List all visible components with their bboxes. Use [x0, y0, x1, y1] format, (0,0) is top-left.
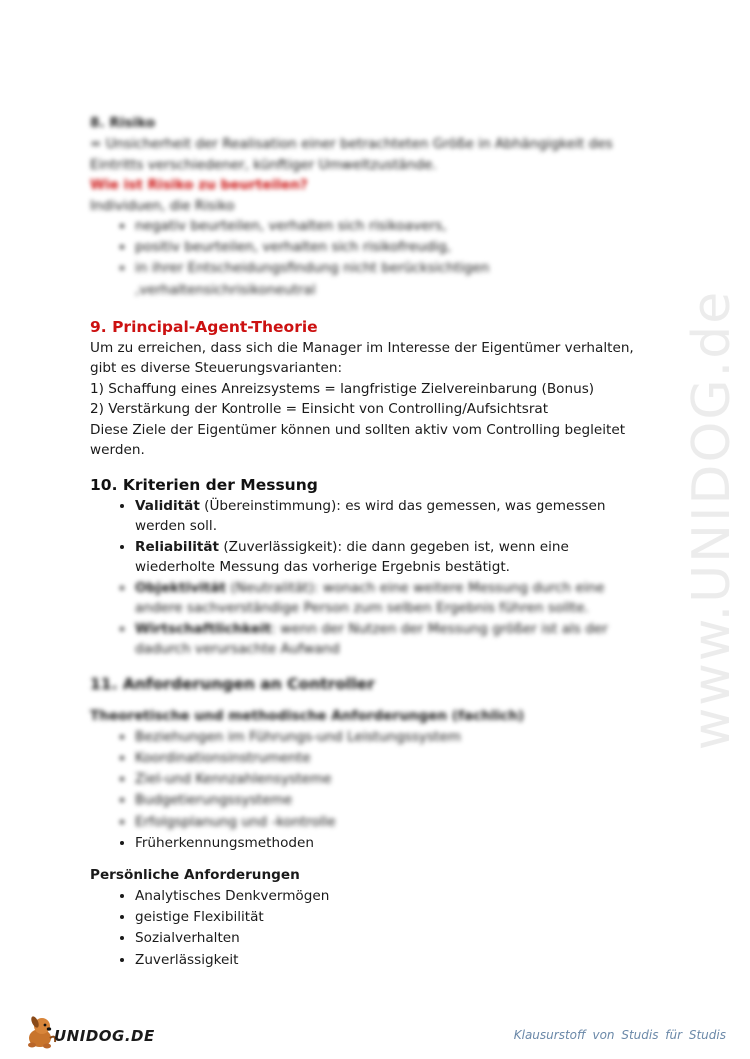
list-item: • Früherkennungsmethoden	[135, 833, 650, 854]
term-wirtschaftlichkeit: Wirtschaftlichkeit	[135, 620, 272, 637]
list-item	[135, 619, 650, 660]
kriterien-list	[90, 496, 650, 660]
fachlich-list	[90, 727, 650, 854]
paragraph: 2) Verstärkung der Kontrolle = Einsicht von Controlling/Aufsichtsrat	[90, 401, 549, 418]
term-description: : wenn der Nutzen der Messung größer ist als der dadurch verursachte Aufwand	[135, 620, 608, 658]
subheading-persoenlich: Persönliche Anforderungen	[90, 867, 300, 884]
list-item: • Koordinationsinstrumente	[135, 748, 650, 769]
logo-text: UNIDOG.DE	[54, 1027, 155, 1045]
list-item	[135, 578, 650, 619]
paragraph: 1) Schaffung eines Anreizsystems = langfristige Zielvereinbarung (Bonus)	[90, 380, 595, 397]
section-kriterien	[90, 474, 650, 660]
term-description: (Neutralität): wonach eine weitere Messung durch eine andere sachverständige Person zum selben Ergebnis führen sollte.	[135, 579, 605, 617]
section-anforderungen	[90, 673, 650, 971]
list-item: • Erfolgsplanung und -kontrolle	[135, 812, 650, 833]
list-item: • Budgetierungssysteme	[135, 790, 650, 811]
term-description: (Zuverlässigkeit): die dann gegeben ist, wenn eine wiederholte Messung das vorherige Ergebnis bestätigt.	[135, 538, 569, 576]
list-item: • positiv beurteilen, verhalten sich risikofreudig,	[135, 237, 650, 258]
list-item: • negativ beurteilen, verhalten sich risikoavers,	[135, 216, 650, 237]
section-heading-risiko: 8. Risiko	[90, 115, 156, 131]
unidog-logo	[22, 1012, 157, 1052]
persoenlich-list	[90, 886, 650, 971]
term-reliabilitaet: Reliabilität	[135, 538, 220, 555]
risiko-question: Wie ist Risiko zu beurteilen?	[90, 177, 308, 193]
list-item: • Analytisches Denkvermögen	[135, 886, 650, 907]
list-item: • Beziehungen im Führungs-und Leistungssystem	[135, 727, 650, 748]
watermark: www.UNIDOG.de	[682, 289, 742, 751]
document-content	[90, 112, 650, 971]
section-risiko	[90, 112, 650, 301]
section-principal-agent	[90, 316, 650, 461]
risiko-list	[90, 216, 650, 301]
paragraph: Um zu erreichen, dass sich die Manager im Interesse der Eigentümer verhalten, gibt es diverse Steuerungsvarianten:	[90, 339, 634, 377]
section-heading-kriterien: 10. Kriterien der Messung	[90, 475, 318, 494]
list-item	[135, 537, 650, 578]
risiko-definition: = Unsicherheit der Realisation einer betrachteten Größe in Abhängigkeit des Eintritts verschiedener, künftiger Umweltzustände.	[90, 136, 613, 173]
section-heading-principal-agent: 9. Principal-Agent-Theorie	[90, 317, 318, 336]
list-item	[135, 496, 650, 537]
list-item: • Ziel-und Kennzahlensysteme	[135, 769, 650, 790]
term-validitaet: Validität	[135, 497, 200, 514]
list-item: • geistige Flexibilität	[135, 907, 650, 928]
footer-tagline: Klausurstoff von Studis für Studis	[513, 1028, 726, 1042]
term-objektivitaet: Objektivität	[135, 579, 227, 596]
list-item: • Zuverlässigkeit	[135, 950, 650, 971]
paragraph: Diese Ziele der Eigentümer können und sollten aktiv vom Controlling begleitet werden.	[90, 421, 626, 459]
section-heading-anforderungen: 11. Anforderungen an Controller	[90, 674, 375, 693]
term-description: (Übereinstimmung): es wird das gemessen, was gemessen werden soll.	[135, 497, 606, 535]
subheading-fachlich: Theoretische und methodische Anforderungen (fachlich)	[90, 707, 525, 724]
risiko-intro: Individuen, die Risiko	[90, 197, 235, 214]
list-item: • Sozialverhalten	[135, 928, 650, 949]
list-item: • in ihrer Entscheidungsfindung nicht berücksichtigen ,verhaltensichrisikoneutral	[135, 258, 650, 300]
